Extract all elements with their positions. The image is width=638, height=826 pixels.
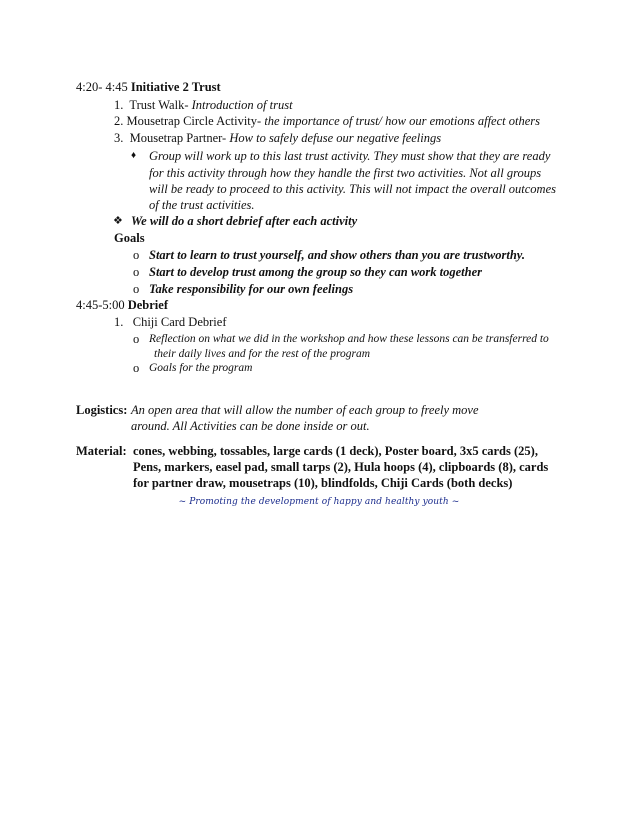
debrief-note: We will do a short debrief after each activity xyxy=(131,214,358,228)
item-description: How to safely defuse our negative feelings xyxy=(229,131,442,145)
time-range: 4:45-5:00 xyxy=(76,298,125,312)
sub-bullet-line: Group will work up to this last trust activity. They must show that they are ready xyxy=(149,149,551,163)
item-number: 1. xyxy=(114,315,124,329)
circle-bullet-icon: o xyxy=(133,265,140,279)
material-line: Pens, markers, easel pad, small tarps (2), Hula hoops (4), clipboards (8), cards xyxy=(133,460,549,474)
sub-bullet-line: of the trust activities. xyxy=(149,198,255,212)
circle-bullet-icon: o xyxy=(133,332,140,346)
goals-heading: Goals xyxy=(114,231,145,245)
circle-bullet-icon: o xyxy=(133,361,140,375)
time-range: 4:20- 4:45 xyxy=(76,80,128,94)
goal-item: Start to learn to trust yourself, and show others than you are trustworthy. xyxy=(149,248,526,262)
circle-bullet-icon: o xyxy=(133,282,140,296)
section-heading-initiative xyxy=(76,79,221,95)
section-heading-debrief xyxy=(76,297,168,313)
section-title: Initiative 2 Trust xyxy=(130,80,221,94)
goal-item: Start to develop trust among the group so they can work together xyxy=(149,265,483,279)
item-label: Mousetrap Circle Activity- xyxy=(126,114,262,128)
list-item xyxy=(114,97,293,113)
goal-item: Take responsibility for our own feelings xyxy=(149,282,354,296)
item-label: Chiji Card Debrief xyxy=(132,315,227,329)
sub-item-line: Goals for the program xyxy=(149,362,253,374)
list-item xyxy=(114,130,441,146)
sub-bullet-line: will be ready to proceed to this activity. This will not impact the overall outcomes xyxy=(149,182,557,196)
list-item xyxy=(114,113,540,129)
item-label: Trust Walk- xyxy=(129,98,189,112)
item-number: 1. xyxy=(114,98,124,112)
four-diamond-icon: ❖ xyxy=(113,215,123,227)
circle-bullet-icon: o xyxy=(133,248,140,262)
sub-bullet-line: for this activity through how they handle the first two activities. Not all groups xyxy=(149,166,542,180)
logistics-line: An open area that will allow the number of each group to freely move xyxy=(131,403,479,417)
sub-item-line: Reflection on what we did in the workshop and how these lessons can be transferred to xyxy=(149,333,549,345)
sub-item-line: their daily lives and for the rest of the program xyxy=(154,348,371,360)
footer-tagline: ~ Promoting the development of happy and healthy youth ~ xyxy=(178,497,460,507)
material-line: cones, webbing, tossables, large cards (1 deck), Poster board, 3x5 cards (25), xyxy=(133,444,538,458)
item-label: Mousetrap Partner- xyxy=(129,131,227,145)
material-line: for partner draw, mousetraps (10), blindfolds, Chiji Cards (both decks) xyxy=(133,476,513,490)
item-description: the importance of trust/ how our emotions affect others xyxy=(264,114,541,128)
item-number: 2. xyxy=(114,114,124,128)
logistics-line: around. All Activities can be done inside or out. xyxy=(131,419,370,433)
material-label: Material: xyxy=(76,444,127,458)
item-description: Introduction of trust xyxy=(191,98,293,112)
logistics-label: Logistics: xyxy=(76,403,128,417)
list-item xyxy=(114,314,226,330)
item-number: 3. xyxy=(114,131,124,145)
bullet-diamond-icon: ♦ xyxy=(131,150,137,161)
section-title: Debrief xyxy=(127,298,168,312)
